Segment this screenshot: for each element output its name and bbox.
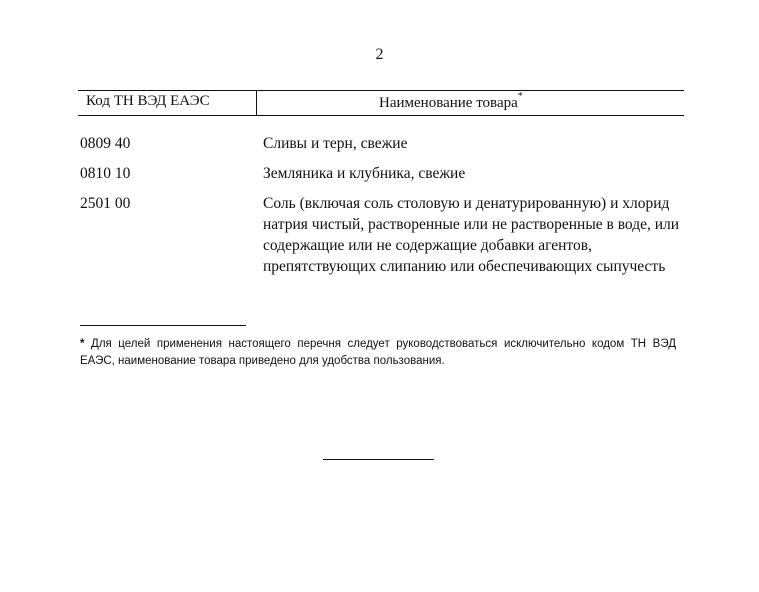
row-code: 0810 10	[80, 165, 131, 182]
footnote	[80, 336, 676, 370]
row-name: Земляника и клубника, свежие	[263, 165, 466, 182]
footnote-text: Для целей применения настоящего перечня следует руководствоваться исключительно кодом ТН ВЭД ЕАЭС, наименование товара приведено для удобства пользования.	[80, 338, 676, 367]
footnote-reference-marker: *	[517, 91, 523, 102]
header-column-divider	[256, 91, 257, 115]
end-of-document-rule	[323, 459, 434, 460]
name-column-header-label: Наименование товара	[379, 95, 518, 111]
row-name: Сливы и терн, свежие	[263, 135, 408, 152]
name-column-header	[379, 93, 523, 112]
page-number: 2	[375, 46, 384, 63]
row-code: 2501 00	[80, 195, 131, 212]
row-name: Соль (включая соль столовую и денатурированную) и хлорид натрия чистый, растворенные или не растворенные в воде, или содержащие или не содержащие добавки агентов, препятствующих слипанию или обеспечивающих сыпучесть	[263, 195, 680, 275]
row-code: 0809 40	[80, 135, 131, 152]
footnote-marker: *	[80, 338, 85, 350]
table-header	[78, 90, 684, 116]
code-column-header: Код ТН ВЭД ЕАЭС	[86, 93, 210, 109]
footnote-separator-rule	[80, 325, 246, 326]
